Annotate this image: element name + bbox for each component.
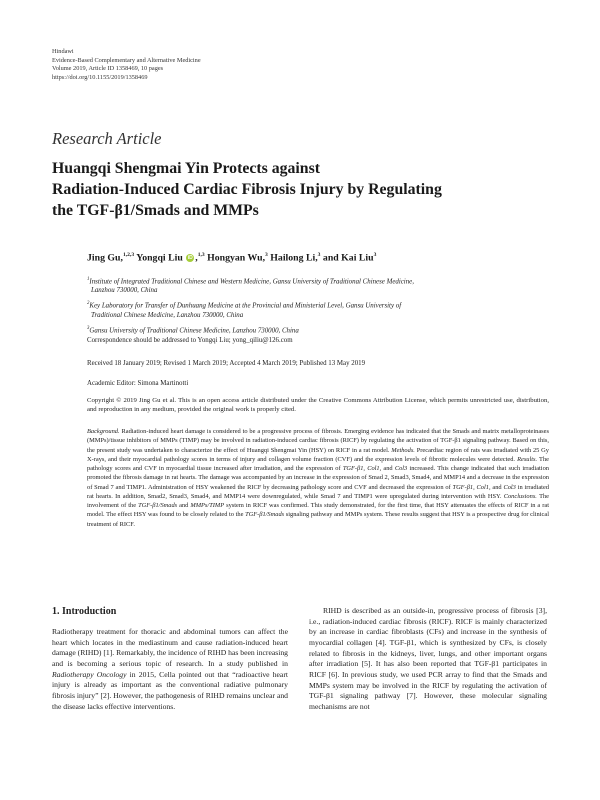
academic-editor: Academic Editor: Simona Martinotti bbox=[87, 380, 189, 387]
affiliation-text: Institute of Integrated Traditional Chinese and Western Medicine, Gansu University of Traditional Chinese Medicine, bbox=[89, 278, 414, 286]
affiliation-text: Lanzhou 730000, China bbox=[91, 287, 158, 295]
body-text: Radiotherapy treatment for thoracic and abdominal tumors can affect the heart which locates in the mediastinum and cause radiation-induced heart damage (RIHD) [1]. Remarkably, the incidence of RIHD has been increasing and is becoming a serious topic of research. In a study published in bbox=[52, 627, 288, 668]
abstract-label: Results. bbox=[517, 455, 538, 463]
author-name[interactable]: Kai Liu bbox=[341, 252, 374, 264]
author-affiliation-mark: 1,2,3 bbox=[122, 252, 135, 258]
affiliation-number: 3 bbox=[87, 325, 90, 331]
abstract-text: and bbox=[490, 483, 504, 491]
body-column-left bbox=[52, 627, 288, 712]
publication-dates: Received 18 January 2019; Revised 1 March 2019; Accepted 4 March 2019; Published 13 May 2019 bbox=[87, 360, 366, 367]
orcid-icon[interactable]: iD bbox=[187, 255, 193, 262]
abstract-text: and bbox=[177, 502, 191, 509]
author-affiliation-mark: 1,3 bbox=[197, 252, 205, 258]
article-title bbox=[52, 158, 562, 221]
affiliation-number: 1 bbox=[87, 277, 90, 282]
journal-header bbox=[52, 48, 201, 82]
abstract bbox=[87, 427, 549, 529]
author-separator: , bbox=[195, 252, 198, 264]
abstract-label: Background. bbox=[87, 428, 120, 435]
abstract-label: Conclusions. bbox=[503, 492, 537, 500]
author-name[interactable]: Jing Gu, bbox=[87, 252, 123, 264]
abstract-text: Radiation-induced heart damage is considered to be a progressive process of fibrosis. Emerging evidence has indicated that the Smads and matrix metalloproteinases (MMPs)/tissue inhibitors of MMPs (TIMP) may be involved in radiation-induced cardiac fibrosis (RICF) by regulating the activation of TGF-β1 signaling pathway. Based on this, the present study was undertaken to characterize the effect of Huangqi Shengmai Yin (HSY) on RICF in a rat model. bbox=[87, 428, 549, 454]
gene-name: TGF-β1/Smads bbox=[245, 511, 285, 519]
abstract-text: and bbox=[381, 465, 395, 472]
author-conjunction: and bbox=[322, 252, 339, 264]
section-heading: 1. Introduction bbox=[52, 606, 117, 617]
doi-link[interactable]: https://doi.org/10.1155/2019/1358469 bbox=[52, 73, 148, 81]
author-affiliation-mark: 3 bbox=[265, 252, 268, 258]
gene-name: TGF-β1, Col1, bbox=[452, 483, 491, 491]
author-name[interactable]: Yongqi Liu bbox=[136, 252, 183, 264]
affiliation-item bbox=[87, 275, 557, 295]
title-line: Radiation-Induced Cardiac Fibrosis Injury by Regulating bbox=[52, 181, 442, 198]
title-line: Huangqi Shengmai Yin Protects against bbox=[52, 160, 320, 177]
gene-name: Col3 bbox=[503, 483, 516, 491]
affiliation-item bbox=[87, 324, 557, 335]
affiliation-text: Traditional Chinese Medicine, Lanzhou 730000, China bbox=[91, 311, 244, 319]
article-type: Research Article bbox=[52, 129, 162, 148]
correspondence-note: Correspondence should be addressed to Yongqi Liu; yong_qiliu@126.com bbox=[87, 337, 293, 344]
journal-name: Evidence-Based Complementary and Alternative Medicine bbox=[52, 56, 201, 64]
affiliation-text: Gansu University of Traditional Chinese Medicine, Lanzhou 730000, China bbox=[89, 326, 299, 334]
author-list bbox=[87, 252, 376, 263]
journal-reference: Radiotherapy Oncology bbox=[52, 669, 127, 679]
gene-name: TGF-β1/Smads bbox=[138, 502, 178, 509]
author-affiliation-mark: 3 bbox=[373, 252, 377, 258]
affiliation-item bbox=[87, 299, 557, 319]
abstract-text: The involvement of the bbox=[87, 492, 550, 509]
publisher-name: Hindawi bbox=[52, 48, 74, 55]
gene-name: MMPs/TIMP bbox=[190, 502, 225, 509]
abstract-label: Methods. bbox=[391, 446, 415, 454]
abstract-text: system in RICF was confirmed. This study demonstrated, for the first time, that HSY attenuates the effects of RICF in a rat model. The effect HSY was found to be closely related to the bbox=[87, 502, 549, 519]
abstract-text: increased. This change indicated that such irradiation promoted the fibrosis damage in rat hearts. The damage was accompanied by an increase in the expression of Smad 2, Smad3, Smad4, and MMP14 and a decrease in the expression of Smad 7 and TIMP1. Administration of HSY weakened the RICF by decreasing pathology score and CVF and decreased the expression of bbox=[87, 465, 549, 491]
affiliation-text: Key Laboratory for Transfer of Dunhuang Medicine at the Provincial and Ministerial Level, Gansu University of bbox=[89, 302, 402, 310]
volume-info: Volume 2019, Article ID 1358469, 10 pages bbox=[52, 65, 164, 73]
body-text: in 2015, Cella pointed out that “radioactive heart injury is already as important as the conventional radiative pulmonary fibrosis injury” [2]. However, the pathogenesis of RIHD remains unclear and the disease lacks effective interventions. bbox=[52, 669, 288, 711]
copyright-notice: Copyright © 2019 Jing Gu et al. This is an open access article distributed under the Creative Commons Attribution License, which permits unrestricted use, distribution, and reproduction in any medium, provided the original work is properly cited. bbox=[87, 397, 549, 414]
abstract-text: in irradiated rat hearts. In addition, Smad2, Smad3, Smad4, and MMP14 were downregulated, while Smad 7 and TIMP1 were upregulated during intervention with HSY. bbox=[87, 483, 549, 500]
abstract-text: Precardiac region of rats was irradiated with 25 Gy X-rays, and their myocardial pathology scores in terms of injury and collagen volume fraction (CVF) and the expression levels of fibrotic molecules were detected. bbox=[87, 446, 549, 463]
title-line: the TGF-β1/Smads and MMPs bbox=[52, 202, 259, 219]
affiliation-number: 2 bbox=[87, 301, 90, 307]
abstract-text: The pathology scores and CVF in myocardial tissue increased after irradiation, and the expression of bbox=[87, 455, 549, 472]
gene-name: TGF-β1, Col1, bbox=[342, 465, 382, 472]
affiliations bbox=[87, 275, 557, 339]
author-name[interactable]: Hailong Li, bbox=[270, 252, 318, 264]
gene-name: Col3 bbox=[394, 465, 408, 472]
body-column-right: RIHD is described as an outside-in, progressive process of fibrosis [3], i.e., radiation-induced cardiac fibrosis (RICF). RICF is mainly characterized by an increase in cardiac fibroblasts (CFs) and increase in the synthesis of myocardial collagen [4]. TGF-β1, which is synthesized by CFs, is closely related to fibrosis in the kidneys, liver, lungs, and other important organs after irradiation [5]. It has also been reported that TGF-β1 participates in RICF [6]. In previous study, we used PCR array to find that the Smads and MMPs system may be involved in the RICF by regulating the activation of TGF-β1 signaling pathway [7]. However, these molecular signaling mechanisms are not bbox=[309, 606, 547, 711]
abstract-text: signaling pathway and MMPs system. These results suggest that HSY is a prospective drug for clinical treatment of RICF. bbox=[87, 511, 549, 528]
author-name[interactable]: Hongyan Wu, bbox=[207, 252, 266, 264]
author-affiliation-mark: 3 bbox=[317, 252, 321, 258]
